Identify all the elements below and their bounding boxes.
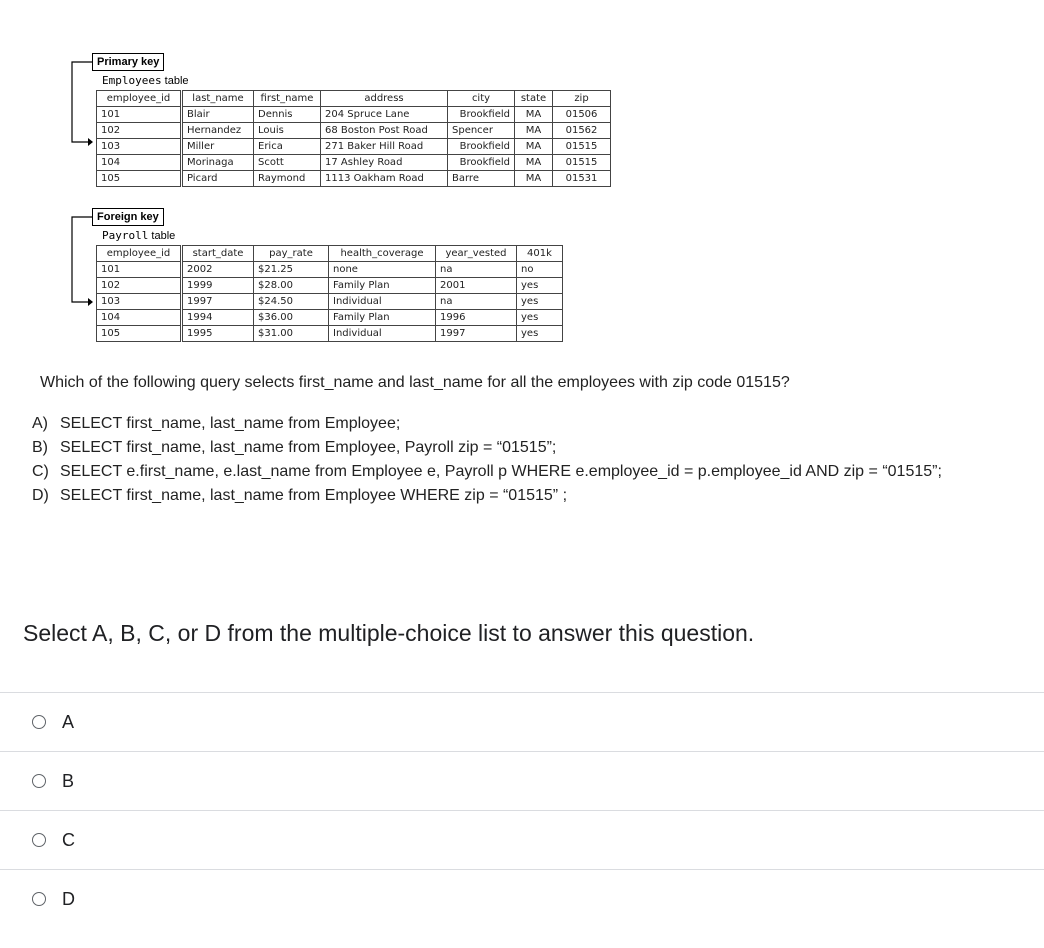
table-row [97, 155, 611, 171]
table-cell: MA [515, 123, 553, 139]
table-cell: 1113 Oakham Road [321, 171, 448, 187]
table-cell: yes [517, 294, 563, 310]
column-header: 401k [517, 246, 563, 262]
table-cell: 1995 [182, 326, 254, 342]
column-header: employee_id [97, 246, 182, 262]
table-cell: Morinaga [182, 155, 254, 171]
table-cell: 68 Boston Post Road [321, 123, 448, 139]
table-cell: MA [515, 171, 553, 187]
table-cell: 104 [97, 310, 182, 326]
table-cell: Brookfield [448, 139, 515, 155]
payroll-table-caption: Payroll table [102, 229, 176, 242]
table-cell: no [517, 262, 563, 278]
foreign-key-label: Foreign key [92, 208, 164, 226]
table-cell: 17 Ashley Road [321, 155, 448, 171]
radio-button-icon[interactable] [32, 774, 46, 788]
column-header: start_date [182, 246, 254, 262]
option-text: SELECT e.first_name, e.last_name from Employee e, Payroll p WHERE e.employee_id = p.employee_id AND zip = “01515”; [60, 463, 942, 480]
table-row [97, 278, 563, 294]
choice-label: C [62, 829, 75, 850]
table-cell: $28.00 [254, 278, 329, 294]
primary-key-arrow-icon [88, 138, 93, 146]
column-header: first_name [254, 91, 321, 107]
column-header: city [448, 91, 515, 107]
primary-key-label: Primary key [92, 53, 164, 71]
option-a [32, 412, 942, 436]
table-cell: Miller [182, 139, 254, 155]
table-cell: Family Plan [329, 278, 436, 294]
table-cell: $31.00 [254, 326, 329, 342]
table-row [97, 171, 611, 187]
table-cell: na [436, 294, 517, 310]
table-cell: Raymond [254, 171, 321, 187]
radio-button-icon[interactable] [32, 892, 46, 906]
table-cell: MA [515, 155, 553, 171]
table-cell: Individual [329, 294, 436, 310]
table-cell: 01506 [553, 107, 611, 123]
table-row [97, 326, 563, 342]
table-cell: MA [515, 139, 553, 155]
radio-button-icon[interactable] [32, 715, 46, 729]
option-b [32, 436, 942, 460]
table-cell: na [436, 262, 517, 278]
column-header: health_coverage [329, 246, 436, 262]
employees-table [96, 90, 611, 187]
radio-button-icon[interactable] [32, 833, 46, 847]
table-cell: $24.50 [254, 294, 329, 310]
table-cell: Barre [448, 171, 515, 187]
choice-d[interactable] [0, 869, 1044, 928]
table-cell: 105 [97, 171, 182, 187]
table-cell: 105 [97, 326, 182, 342]
employees-table-caption: Employees table [102, 74, 189, 87]
table-cell: yes [517, 278, 563, 294]
table-cell: Dennis [254, 107, 321, 123]
instruction-text: Select A, B, C, or D from the multiple-choice list to answer this question. [23, 620, 755, 646]
table-cell: 204 Spruce Lane [321, 107, 448, 123]
table-cell: Scott [254, 155, 321, 171]
option-text: SELECT first_name, last_name from Employee, Payroll zip = “01515”; [60, 439, 557, 456]
column-header: year_vested [436, 246, 517, 262]
multiple-choice-list [0, 692, 1044, 928]
table-cell: 2001 [436, 278, 517, 294]
table-row [97, 123, 611, 139]
table-row [97, 294, 563, 310]
schema-figure [0, 0, 1044, 360]
choice-label: B [62, 770, 75, 791]
choice-label: A [62, 711, 75, 732]
table-cell: 1999 [182, 278, 254, 294]
table-row [97, 139, 611, 155]
table-cell: 2002 [182, 262, 254, 278]
table-cell: 01562 [553, 123, 611, 139]
payroll-table [96, 245, 563, 342]
column-header: state [515, 91, 553, 107]
table-cell: 104 [97, 155, 182, 171]
table-cell: Erica [254, 139, 321, 155]
table-cell: 102 [97, 123, 182, 139]
table-cell: 102 [97, 278, 182, 294]
choice-label: D [62, 888, 75, 909]
choice-b[interactable] [0, 751, 1044, 810]
option-text: SELECT first_name, last_name from Employee WHERE zip = “01515” ; [60, 487, 568, 504]
table-cell: Hernandez [182, 123, 254, 139]
table-cell: yes [517, 326, 563, 342]
table-cell: 101 [97, 262, 182, 278]
column-header: address [321, 91, 448, 107]
table-cell: 01515 [553, 139, 611, 155]
table-cell: 103 [97, 139, 182, 155]
option-letter: D) [32, 487, 49, 504]
table-cell: Family Plan [329, 310, 436, 326]
column-header: pay_rate [254, 246, 329, 262]
table-cell: 103 [97, 294, 182, 310]
table-cell: 1994 [182, 310, 254, 326]
choice-c[interactable] [0, 810, 1044, 869]
table-cell: Spencer [448, 123, 515, 139]
table-cell: $21.25 [254, 262, 329, 278]
column-header: zip [553, 91, 611, 107]
table-cell: 271 Baker Hill Road [321, 139, 448, 155]
option-c [32, 460, 942, 484]
column-header: last_name [182, 91, 254, 107]
option-letter: C) [32, 463, 49, 480]
table-cell: $36.00 [254, 310, 329, 326]
table-cell: 1996 [436, 310, 517, 326]
table-cell: Individual [329, 326, 436, 342]
table-cell: Brookfield [448, 107, 515, 123]
answer-options [32, 412, 942, 508]
table-row [97, 262, 563, 278]
option-text: SELECT first_name, last_name from Employee; [60, 415, 401, 432]
table-row [97, 310, 563, 326]
table-cell: Blair [182, 107, 254, 123]
table-cell: Picard [182, 171, 254, 187]
choice-a[interactable] [0, 692, 1044, 751]
table-cell: 01531 [553, 171, 611, 187]
table-cell: MA [515, 107, 553, 123]
option-d [32, 484, 942, 508]
table-cell: Brookfield [448, 155, 515, 171]
table-cell: none [329, 262, 436, 278]
option-letter: A) [32, 415, 48, 432]
table-cell: 1997 [182, 294, 254, 310]
option-letter: B) [32, 439, 48, 456]
table-row [97, 107, 611, 123]
question-text: Which of the following query selects first_name and last_name for all the employees with zip code 01515? [40, 374, 790, 391]
table-cell: 1997 [436, 326, 517, 342]
table-cell: Louis [254, 123, 321, 139]
table-cell: 01515 [553, 155, 611, 171]
table-cell: 101 [97, 107, 182, 123]
column-header: employee_id [97, 91, 182, 107]
table-cell: yes [517, 310, 563, 326]
foreign-key-arrow-icon [88, 298, 93, 306]
